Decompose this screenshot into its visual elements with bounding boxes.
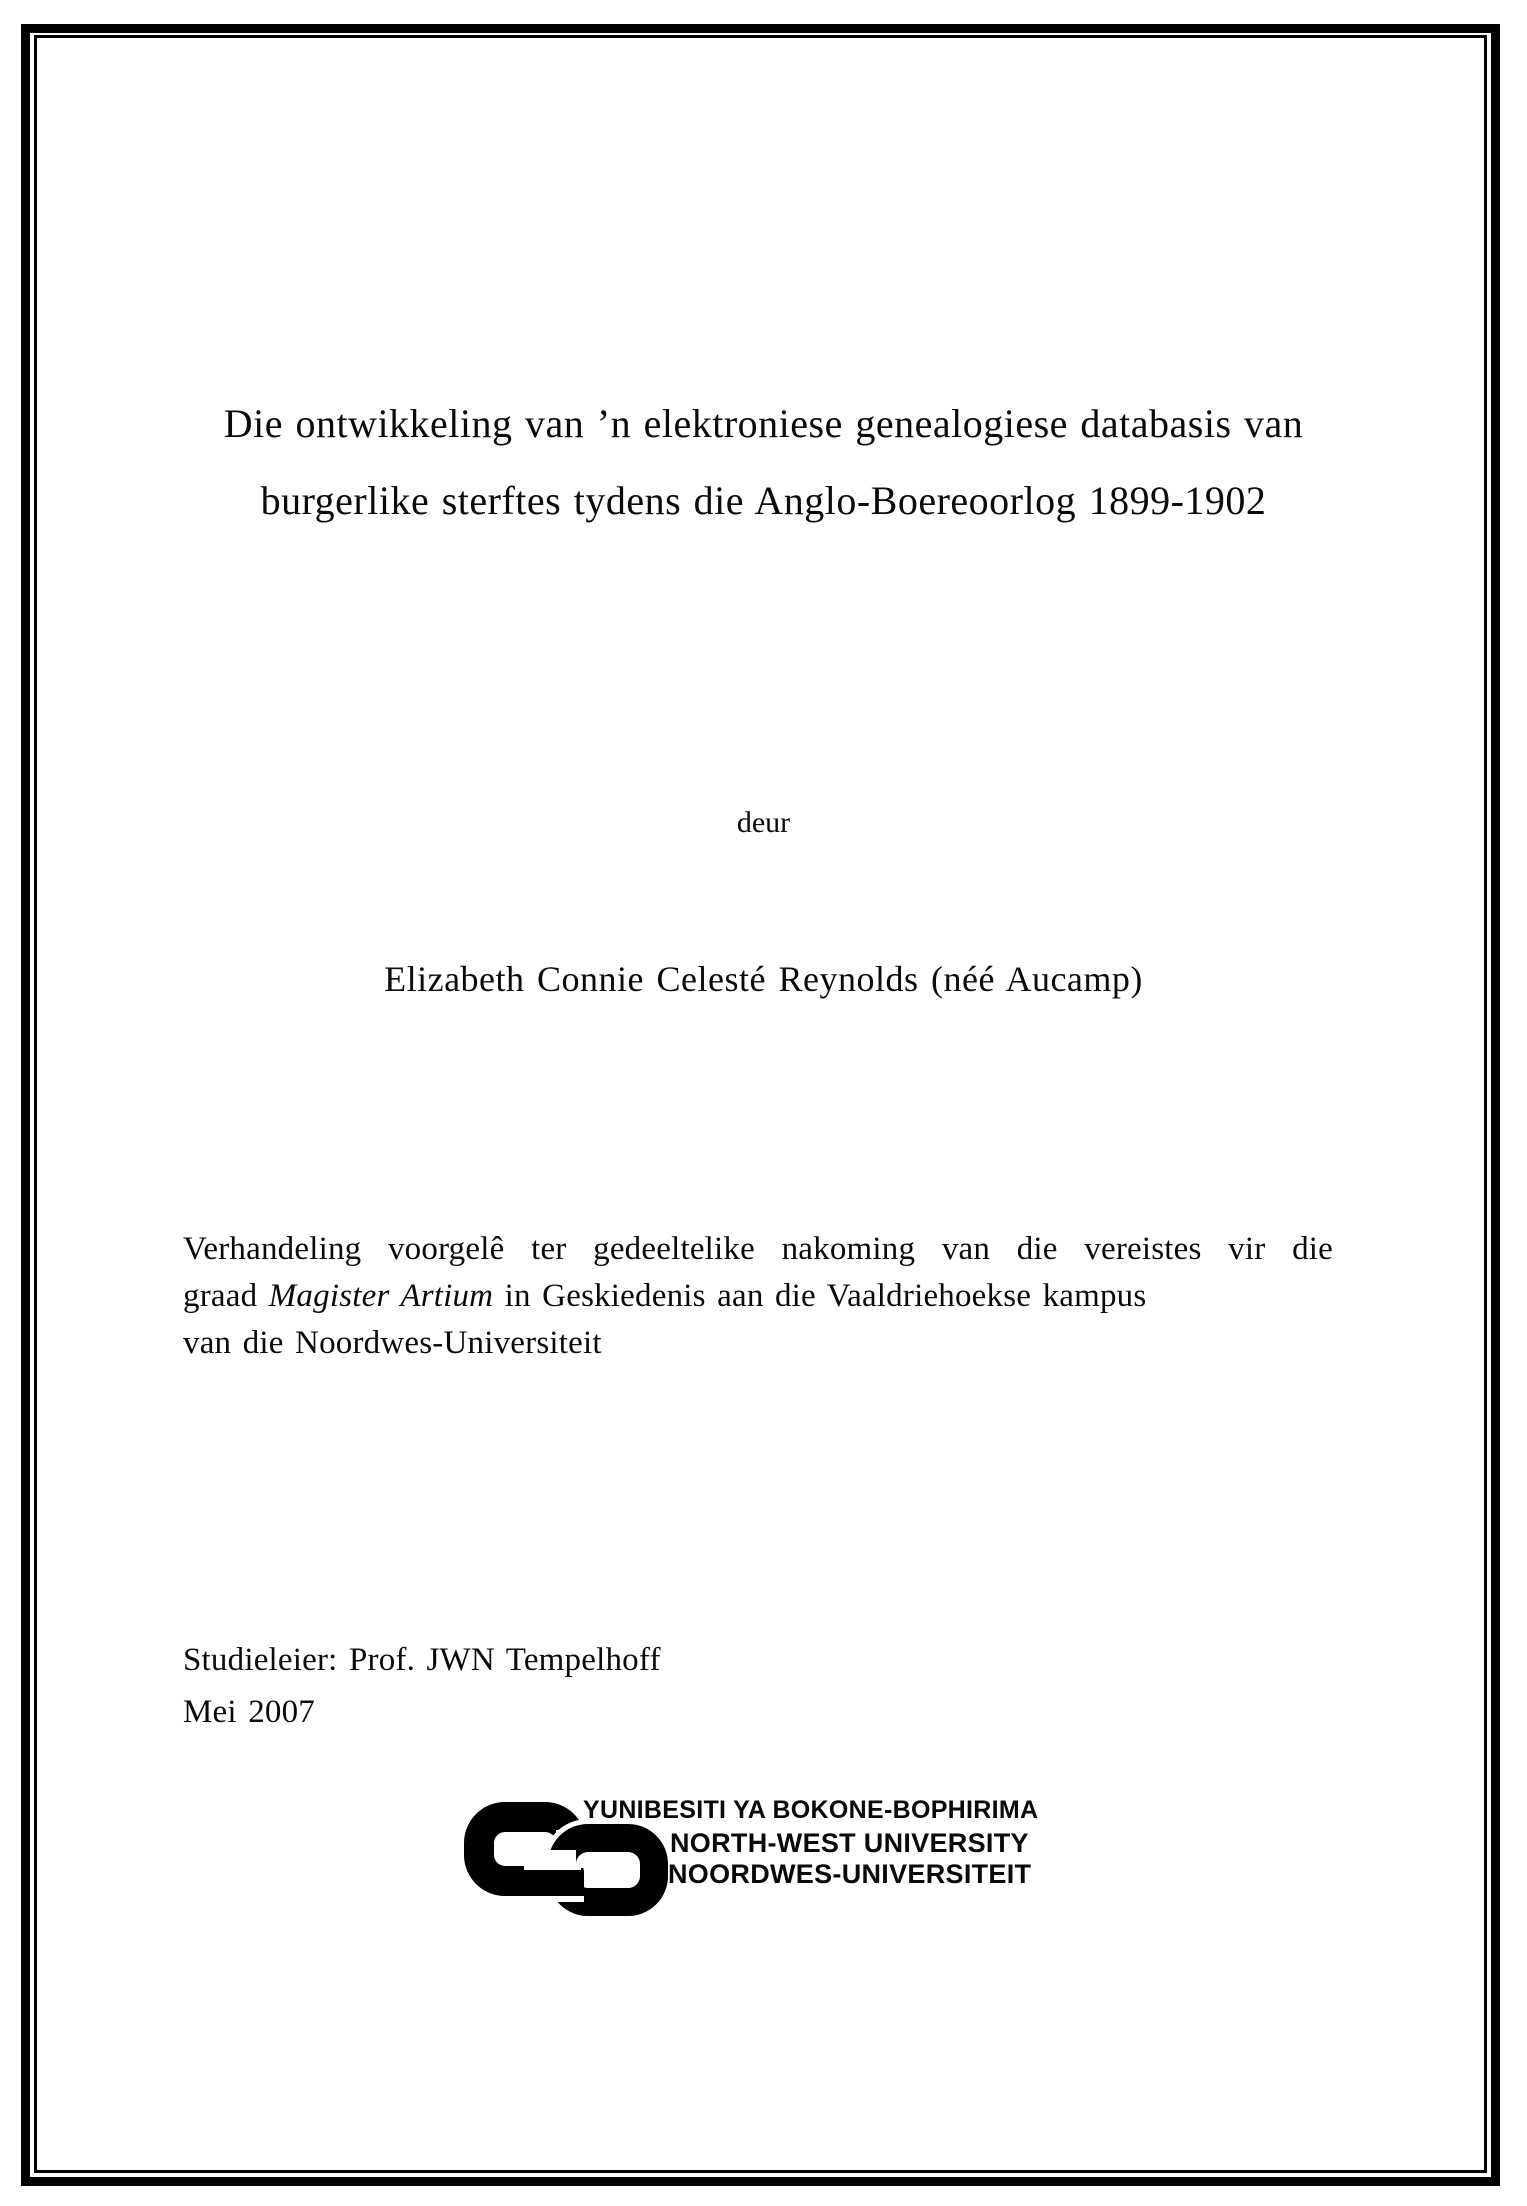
declaration-line-2 xyxy=(183,1273,1333,1320)
logo-text-afrikaans: NOORDWES-UNIVERSITEIT xyxy=(668,1859,1032,1889)
declaration-line-3: van die Noordwes-Universiteit xyxy=(183,1325,602,1361)
declaration-line-2-prefix: graad xyxy=(183,1278,269,1314)
logo-text-setswana: YUNIBESITI YA BOKONE-BOPHIRIMA xyxy=(583,1796,1039,1824)
nwu-logo xyxy=(458,1792,1078,1937)
declaration-line-2-suffix: in Geskiedenis aan die Vaaldriehoekse kampus xyxy=(493,1278,1147,1314)
logo-text-english: NORTH-WEST UNIVERSITY xyxy=(670,1828,1029,1858)
degree-name: Magister Artium xyxy=(268,1278,494,1314)
declaration-line-1: Verhandeling voorgelê ter gedeeltelike nakoming van die vereistes vir die xyxy=(183,1231,1333,1267)
declaration-paragraph xyxy=(183,1226,1333,1367)
byline-label: deur xyxy=(736,806,791,839)
date-line: Mei 2007 xyxy=(183,1694,316,1730)
thesis-title-line-1: Die ontwikkeling van ’n elektroniese genealogiese databasis van xyxy=(223,401,1304,446)
supervisor-line: Studieleier: Prof. JWN Tempelhoff xyxy=(183,1642,661,1678)
thesis-title-line-2: burgerlike sterftes tydens die Anglo-Boereoorlog 1899-1902 xyxy=(260,478,1267,523)
author-name: Elizabeth Connie Celesté Reynolds (néé Aucamp) xyxy=(384,959,1143,999)
